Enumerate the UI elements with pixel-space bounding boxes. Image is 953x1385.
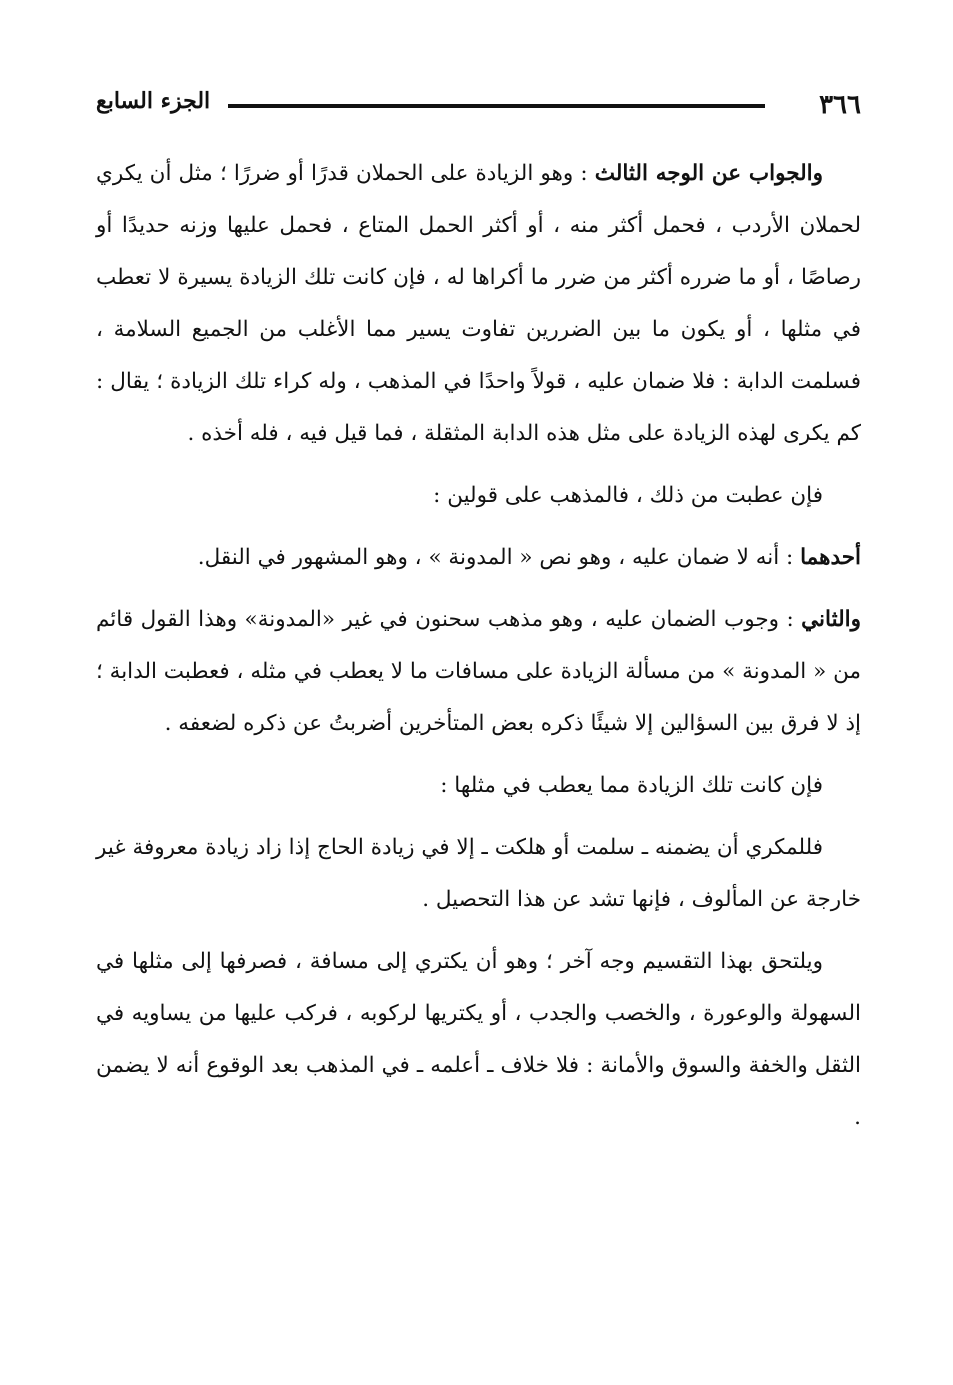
paragraph-first-opinion [96, 532, 861, 584]
paragraph-lead: والجواب عن الوجه الثالث [594, 161, 823, 186]
paragraph-excess-case [96, 760, 861, 812]
paragraph-text: فإن عطبت من ذلك ، فالمذهب على قولين : [433, 483, 823, 508]
paragraph-lead: أحدهما [800, 545, 861, 570]
paragraph-text: ويلتحق بهذا التقسيم وجه آخر ؛ وهو أن يكتري إلى مسافة ، فصرفها إلى مثلها في السهولة والوعورة ، والخصب والجدب ، أو يكتريها لركوبه ، فركب عليها من يساويه في الثقل والخفة والسوق والأمانة : فلا خلاف ـ أعلمه ـ في المذهب بعد الوقوع أنه لا يضمن . [96, 949, 861, 1130]
body-text [96, 148, 861, 1154]
page-number: ٣٦٦ [819, 90, 861, 120]
header-rule [228, 104, 765, 108]
paragraph-text: : وهو الزيادة على الحملان قدرًا أو ضررًا ؛ مثل أن يكري لحملان الأردب ، فحمل أكثر منه ، أو أكثر الحمل المتاع ، فحمل عليها وزنه حديدًا أو رصاصًا ، أو ما ضرره أكثر من ضرر ما أكراها له ، فإن كانت تلك الزيادة يسيرة لا تعطب في مثلها ، أو يكون ما بين الضررين تفاوت يسير مما الأغلب من الجميع السلامة ، فسلمت الدابة : فلا ضمان عليه ، قولاً واحدًا في المذهب ، وله كراء تلك الزيادة ؛ يقال : كم يكرى لهذه الزيادة على مثل هذه الدابة المثقلة ، فما قيل فيه ، فله أخذه . [96, 161, 861, 446]
paragraph-text: فللمكري أن يضمنه ـ سلمت أو هلكت ـ إلا في زيادة الحاج إذا زاد زيادة معروفة غير خارجة عن المألوف ، فإنها تشد عن هذا التحصيل . [96, 835, 861, 912]
paragraph-text: فإن كانت تلك الزيادة مما يعطب في مثلها : [440, 773, 823, 798]
paragraph-additional-aspect [96, 936, 861, 1144]
paragraph-lead: والثاني [801, 607, 861, 632]
page-header [96, 78, 861, 128]
paragraph-two-opinions [96, 470, 861, 522]
paragraph-text: : وجوب الضمان عليه ، وهو مذهب سحنون في غير «المدونة» وهذا القول قائم من « المدونة » من مسألة الزيادة على مسافات ما لا يعطب في مثله ، فعطبت الدابة ؛ إذ لا فرق بين السؤالين إلا شيئًا ذكره بعض المتأخرين أضربتُ عن ذكره لضعفه . [96, 607, 861, 736]
paragraph-lessor-right [96, 822, 861, 926]
paragraph-text: : أنه لا ضمان عليه ، وهو نص « المدونة » ، وهو المشهور في النقل. [197, 545, 801, 570]
paragraph-second-opinion [96, 594, 861, 750]
running-title: الجزء السابع [96, 88, 211, 114]
paragraph-third-aspect [96, 148, 861, 460]
